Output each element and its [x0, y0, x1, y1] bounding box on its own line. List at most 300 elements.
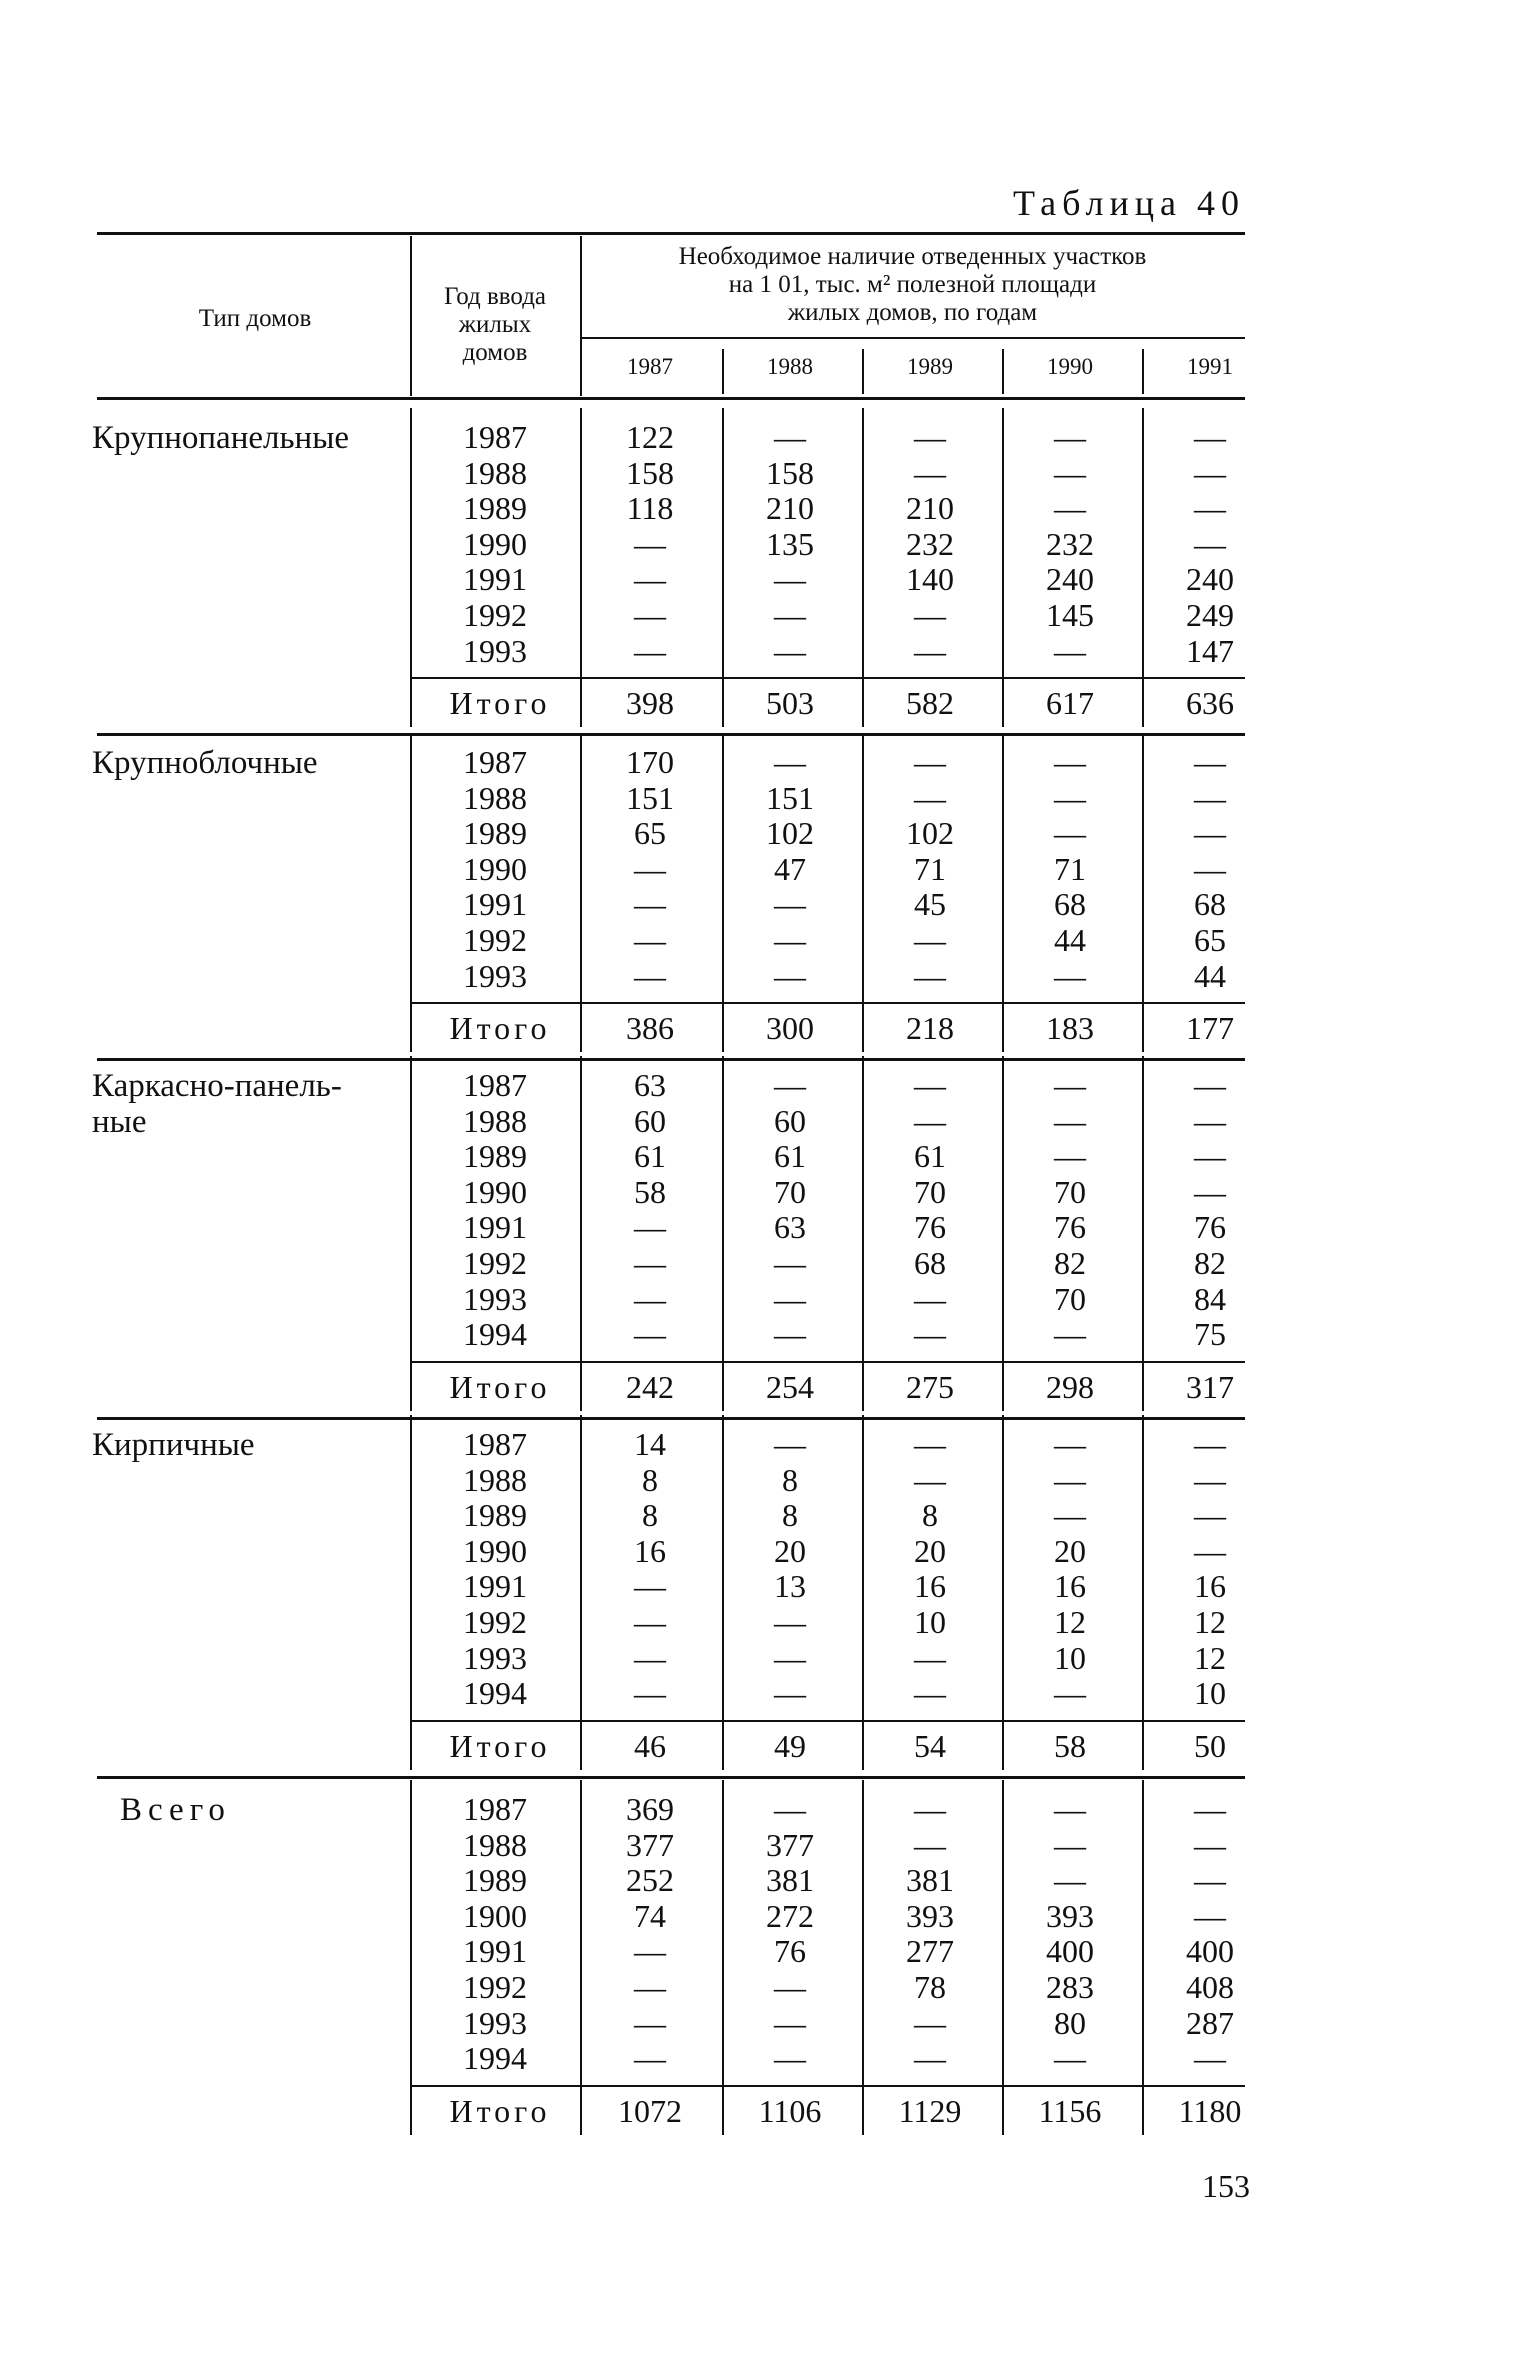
table-cell: 8	[642, 1461, 658, 1498]
column-divider	[1142, 1415, 1144, 1770]
header-year-in-line: Год ввода	[443, 283, 547, 310]
entry-year: 1992	[463, 1968, 527, 2005]
table-cell: —	[774, 957, 806, 994]
table-cell: —	[1054, 2040, 1086, 2077]
column-divider	[862, 1780, 864, 2135]
table-cell: 20	[914, 1532, 946, 1569]
group-name-line: Каркасно-панель-	[92, 1068, 342, 1104]
table-cell: —	[1054, 815, 1086, 852]
table-cell: —	[1054, 632, 1086, 669]
table-cell: —	[634, 1933, 666, 1970]
table-cell: —	[914, 779, 946, 816]
value-column	[860, 745, 1000, 994]
entry-year: 1991	[463, 1568, 527, 1605]
header-year-in	[412, 283, 578, 367]
entry-year: 1988	[463, 1102, 527, 1139]
table-cell: 14	[634, 1426, 666, 1462]
group-bottom-rule	[97, 1776, 1245, 1779]
entry-year: 1990	[463, 850, 527, 887]
header-years-rule	[580, 337, 1245, 339]
column-divider	[580, 1056, 582, 1411]
table-cell: —	[1194, 1826, 1226, 1863]
total-value: 503	[766, 685, 814, 722]
total-value: 177	[1186, 1010, 1234, 1047]
table-cell: —	[1194, 1426, 1226, 1462]
entry-year: 1992	[463, 1603, 527, 1640]
table-cell: 16	[1194, 1568, 1226, 1605]
table-cell: —	[1194, 1067, 1226, 1103]
value-column	[860, 420, 1000, 669]
table-cell: —	[914, 1461, 946, 1498]
table-cell: 45	[914, 886, 946, 923]
table-cell: 68	[1054, 886, 1086, 923]
table-cell: 76	[1194, 1209, 1226, 1246]
table-cell: —	[634, 1316, 666, 1353]
table-cell: —	[634, 921, 666, 958]
value-column	[1000, 1427, 1140, 1712]
table-cell: 12	[1194, 1639, 1226, 1676]
total-value: 54	[914, 1727, 946, 1764]
group-name	[120, 1792, 231, 1828]
value-column	[1140, 1792, 1280, 2077]
entry-year: 1994	[463, 1316, 527, 1353]
table-cell: —	[634, 1675, 666, 1712]
table-cell: —	[914, 1675, 946, 1712]
header-year-in-line: домов	[462, 339, 528, 366]
entry-year: 1992	[463, 1244, 527, 1281]
table-cell: 20	[774, 1532, 806, 1569]
column-divider	[580, 1780, 582, 2135]
value-column	[580, 1068, 720, 1353]
table-cell: —	[914, 921, 946, 958]
column-divider	[1002, 1415, 1004, 1770]
table-cell: —	[1194, 850, 1226, 887]
table-cell: 20	[1054, 1532, 1086, 1569]
table-cell: 76	[774, 1933, 806, 1970]
column-divider	[580, 408, 582, 727]
year-column-header: 1990	[1047, 354, 1093, 379]
year-column-header: 1989	[907, 354, 953, 379]
total-value: 386	[626, 1010, 674, 1047]
total-value: 298	[1046, 1368, 1094, 1405]
total-value: 50	[1194, 1727, 1226, 1764]
table-cell: —	[774, 1791, 806, 1827]
table-cell: —	[914, 1639, 946, 1676]
table-cell: 393	[906, 1897, 954, 1934]
table-cell: —	[1054, 1791, 1086, 1827]
entry-year: 1989	[463, 1862, 527, 1899]
total-value: 1072	[618, 2092, 682, 2129]
table-cell: —	[914, 2004, 946, 2041]
table-cell: —	[1054, 1316, 1086, 1353]
value-column	[1140, 745, 1280, 994]
table-cell: —	[1194, 1173, 1226, 1210]
total-value: 275	[906, 1368, 954, 1405]
group-name	[92, 420, 349, 456]
table-cell: —	[1054, 1497, 1086, 1534]
table-cell: —	[1194, 1791, 1226, 1827]
column-divider	[410, 408, 412, 727]
total-value: 242	[626, 1368, 674, 1405]
total-value: 300	[766, 1010, 814, 1047]
entry-year: 1993	[463, 1280, 527, 1317]
entry-year-column	[440, 745, 550, 994]
year-column-header: 1987	[627, 354, 673, 379]
entry-year: 1987	[463, 744, 527, 780]
column-divider	[410, 1415, 412, 1770]
table-cell: —	[634, 1209, 666, 1246]
column-divider	[722, 733, 724, 1052]
table-cell: —	[1054, 419, 1086, 455]
table-cell: —	[1194, 1138, 1226, 1175]
entry-year: 1993	[463, 957, 527, 994]
entry-year: 1993	[463, 632, 527, 669]
value-column	[1140, 1068, 1280, 1353]
table-cell: —	[774, 1426, 806, 1462]
table-cell: —	[1194, 490, 1226, 527]
table-cell: —	[914, 1067, 946, 1103]
group-name-line: Крупнопанельные	[92, 420, 350, 456]
table-cell: 13	[774, 1568, 806, 1605]
total-value: 398	[626, 685, 674, 722]
table-cell: —	[774, 1639, 806, 1676]
table-cell: 44	[1194, 957, 1226, 994]
column-divider	[1002, 1780, 1004, 2135]
table-cell: —	[914, 419, 946, 455]
table-cell: 47	[774, 850, 806, 887]
table-cell: —	[774, 1067, 806, 1103]
table-cell: —	[914, 957, 946, 994]
table-cell: 118	[626, 490, 674, 527]
header-required-line: жилых домов, по годам	[787, 299, 1038, 326]
entry-year: 1988	[463, 454, 527, 491]
group-name-line: Кирпичные	[92, 1427, 255, 1463]
table-cell: —	[1054, 490, 1086, 527]
table-cell: 381	[906, 1862, 954, 1899]
table-cell: —	[634, 957, 666, 994]
table-cell: 74	[634, 1897, 666, 1934]
table-cell: 232	[1046, 525, 1094, 562]
value-column	[1000, 1068, 1140, 1353]
table-cell: 16	[634, 1532, 666, 1569]
table-cell: 75	[1194, 1316, 1226, 1353]
table-cell: 61	[634, 1138, 666, 1175]
table-cell: —	[1194, 1897, 1226, 1934]
table-cell: —	[1194, 525, 1226, 562]
table-cell: 8	[922, 1497, 938, 1534]
header-top-rule	[97, 232, 1245, 235]
value-column	[580, 745, 720, 994]
table-cell: 287	[1186, 2004, 1234, 2041]
table-cell: —	[1054, 1067, 1086, 1103]
year-column-divider	[1142, 349, 1144, 394]
table-cell: —	[914, 454, 946, 491]
table-cell: 84	[1194, 1280, 1226, 1317]
total-value: 218	[906, 1010, 954, 1047]
table-cell: —	[1054, 1461, 1086, 1498]
table-cell: 232	[906, 525, 954, 562]
entry-year: 1992	[463, 921, 527, 958]
table-cell: 63	[634, 1067, 666, 1103]
entry-year: 1987	[463, 419, 527, 455]
header-required-line: Необходимое наличие отведенных участков	[678, 243, 1147, 270]
table-cell: —	[914, 1316, 946, 1353]
column-divider	[580, 1415, 582, 1770]
subtotal-rule	[410, 1361, 1245, 1363]
table-cell: 16	[914, 1568, 946, 1605]
value-column	[860, 1068, 1000, 1353]
column-divider	[410, 733, 412, 1052]
table-cell: —	[634, 1603, 666, 1640]
table-cell: 272	[766, 1897, 814, 1934]
table-cell: —	[1194, 779, 1226, 816]
table-cell: 63	[774, 1209, 806, 1246]
table-cell: 240	[1046, 561, 1094, 598]
table-cell: 151	[626, 779, 674, 816]
table-cell: 58	[634, 1173, 666, 1210]
table-cell: —	[634, 1639, 666, 1676]
column-divider	[1142, 1056, 1144, 1411]
entry-year: 1989	[463, 1138, 527, 1175]
table-cell: —	[1054, 1826, 1086, 1863]
table-cell: —	[774, 886, 806, 923]
table-cell: 70	[1054, 1173, 1086, 1210]
total-value: 317	[1186, 1368, 1234, 1405]
value-column	[1140, 1427, 1280, 1712]
total-value: 46	[634, 1727, 666, 1764]
entry-year: 1990	[463, 1173, 527, 1210]
table-cell: 102	[766, 815, 814, 852]
total-value: 636	[1186, 685, 1234, 722]
table-cell: —	[1194, 815, 1226, 852]
header-year-in-line: жилых	[458, 311, 532, 338]
table-cell: 8	[782, 1497, 798, 1534]
value-column	[720, 1427, 860, 1712]
column-divider	[1142, 408, 1144, 727]
table-cell: —	[1054, 1862, 1086, 1899]
table-cell: 68	[1194, 886, 1226, 923]
table-cell: 60	[774, 1102, 806, 1139]
column-divider	[722, 1780, 724, 2135]
column-divider	[862, 1415, 864, 1770]
table-cell: —	[1054, 1102, 1086, 1139]
total-value: 617	[1046, 685, 1094, 722]
entry-year: 1900	[463, 1897, 527, 1934]
column-divider	[1002, 408, 1004, 727]
subtotal-rule	[410, 1720, 1245, 1722]
column-divider	[1002, 733, 1004, 1052]
page-number: 153	[1202, 2168, 1250, 2204]
header-required-line: на 1 01, тыс. м² полезной площади	[728, 271, 1097, 298]
table-cell: 70	[1054, 1280, 1086, 1317]
value-column	[720, 420, 860, 669]
column-divider	[722, 408, 724, 727]
table-cell: 82	[1054, 1244, 1086, 1281]
table-cell: 140	[906, 561, 954, 598]
total-value: 1180	[1178, 2092, 1242, 2129]
value-column	[580, 1427, 720, 1712]
subtotal-rule	[410, 677, 1245, 679]
table-cell: 61	[914, 1138, 946, 1175]
table-cell: —	[914, 632, 946, 669]
total-label: Итого	[449, 1368, 551, 1405]
entry-year: 1994	[463, 2040, 527, 2077]
total-value: 254	[766, 1368, 814, 1405]
table-cell: 369	[626, 1791, 674, 1827]
value-column	[720, 1068, 860, 1353]
table-cell: —	[1194, 1532, 1226, 1569]
table-cell: 122	[626, 419, 674, 455]
table-cell: 145	[1046, 596, 1094, 633]
table-cell: —	[774, 1316, 806, 1353]
table-cell: —	[914, 1826, 946, 1863]
entry-year: 1988	[463, 1461, 527, 1498]
table-cell: —	[634, 632, 666, 669]
table-cell: —	[774, 632, 806, 669]
subtotal-rule	[410, 2085, 1245, 2087]
group-name	[92, 1427, 255, 1463]
table-cell: —	[914, 2040, 946, 2077]
table-cell: 400	[1046, 1933, 1094, 1970]
value-column	[1140, 420, 1280, 669]
entry-year: 1990	[463, 1532, 527, 1569]
year-column-divider	[862, 349, 864, 394]
table-cell: —	[634, 1568, 666, 1605]
table-cell: 71	[1054, 850, 1086, 887]
column-divider	[862, 408, 864, 727]
table-cell: —	[774, 2004, 806, 2041]
table-cell: —	[1194, 419, 1226, 455]
column-divider	[580, 733, 582, 1052]
table-cell: 60	[634, 1102, 666, 1139]
entry-year: 1988	[463, 779, 527, 816]
total-value: 582	[906, 685, 954, 722]
table-cell: 408	[1186, 1968, 1234, 2005]
table-cell: 377	[626, 1826, 674, 1863]
entry-year: 1987	[463, 1791, 527, 1827]
value-column	[1000, 1792, 1140, 2077]
table-cell: 102	[906, 815, 954, 852]
table-cell: —	[774, 1675, 806, 1712]
column-divider	[1142, 733, 1144, 1052]
total-value: 1129	[898, 2092, 962, 2129]
table-cell: 252	[626, 1862, 674, 1899]
table-cell: 12	[1054, 1603, 1086, 1640]
table-cell: 158	[626, 454, 674, 491]
table-cell: —	[1194, 1102, 1226, 1139]
table-cell: 65	[1194, 921, 1226, 958]
entry-year: 1989	[463, 815, 527, 852]
table-cell: —	[1054, 1138, 1086, 1175]
table-cell: —	[1194, 1497, 1226, 1534]
table-cell: —	[774, 1280, 806, 1317]
table-cell: 10	[914, 1603, 946, 1640]
entry-year: 1990	[463, 525, 527, 562]
table-cell: 210	[906, 490, 954, 527]
header-type: Тип домов	[198, 305, 312, 332]
table-cell: —	[1054, 1675, 1086, 1712]
table-cell: 158	[766, 454, 814, 491]
table-cell: —	[774, 2040, 806, 2077]
table-cell: —	[634, 596, 666, 633]
entry-year: 1993	[463, 1639, 527, 1676]
table-cell: —	[1194, 744, 1226, 780]
total-value: 183	[1046, 1010, 1094, 1047]
table-cell: —	[1054, 1426, 1086, 1462]
table-cell: —	[634, 1280, 666, 1317]
table-cell: —	[914, 1102, 946, 1139]
table-cell: 170	[626, 744, 674, 780]
value-column	[580, 1792, 720, 2077]
column-divider	[722, 1056, 724, 1411]
table-cell: —	[1054, 957, 1086, 994]
total-label: Итого	[449, 2092, 551, 2129]
table-cell: 76	[1054, 1209, 1086, 1246]
table-cell: —	[1194, 1461, 1226, 1498]
table-cell: 65	[634, 815, 666, 852]
header-bottom-rule	[97, 397, 1245, 400]
table-cell: —	[1054, 454, 1086, 491]
table-cell: 76	[914, 1209, 946, 1246]
entry-year: 1991	[463, 1209, 527, 1246]
group-name-line: Крупноблочные	[92, 745, 318, 781]
table-cell: —	[914, 1791, 946, 1827]
table-cell: —	[774, 596, 806, 633]
column-divider	[1142, 1780, 1144, 2135]
table-cell: —	[774, 921, 806, 958]
entry-year-column	[440, 1792, 550, 2077]
table-cell: —	[634, 1244, 666, 1281]
table-cell: —	[774, 1968, 806, 2005]
total-value: 1156	[1038, 2092, 1102, 2129]
group-name	[92, 745, 318, 781]
table-cell: —	[774, 419, 806, 455]
table-cell: 16	[1054, 1568, 1086, 1605]
value-column	[580, 420, 720, 669]
table-cell: 70	[774, 1173, 806, 1210]
value-column	[860, 1792, 1000, 2077]
table-cell: 135	[766, 525, 814, 562]
header-required	[585, 243, 1240, 327]
table-cell: 80	[1054, 2004, 1086, 2041]
table-cell: 240	[1186, 561, 1234, 598]
table-cell: —	[914, 596, 946, 633]
total-value: 1106	[758, 2092, 822, 2129]
table-cell: 78	[914, 1968, 946, 2005]
table-cell: 68	[914, 1244, 946, 1281]
value-column	[720, 745, 860, 994]
table-cell: —	[634, 2040, 666, 2077]
total-label: Итого	[449, 685, 551, 722]
table-cell: —	[634, 561, 666, 598]
table-cell: 147	[1186, 632, 1234, 669]
group-bottom-rule	[97, 733, 1245, 736]
year-column-header: 1988	[767, 354, 813, 379]
value-column	[1000, 745, 1140, 994]
group-name-line: ные	[92, 1104, 147, 1140]
value-column	[1000, 420, 1140, 669]
column-divider	[410, 1780, 412, 2135]
table-cell: —	[634, 1968, 666, 2005]
table-cell: 151	[766, 779, 814, 816]
table-cell: —	[914, 1280, 946, 1317]
table-cell: —	[1054, 744, 1086, 780]
table-cell: 393	[1046, 1897, 1094, 1934]
entry-year: 1991	[463, 886, 527, 923]
value-column	[720, 1792, 860, 2077]
column-divider	[862, 1056, 864, 1411]
entry-year: 1992	[463, 596, 527, 633]
